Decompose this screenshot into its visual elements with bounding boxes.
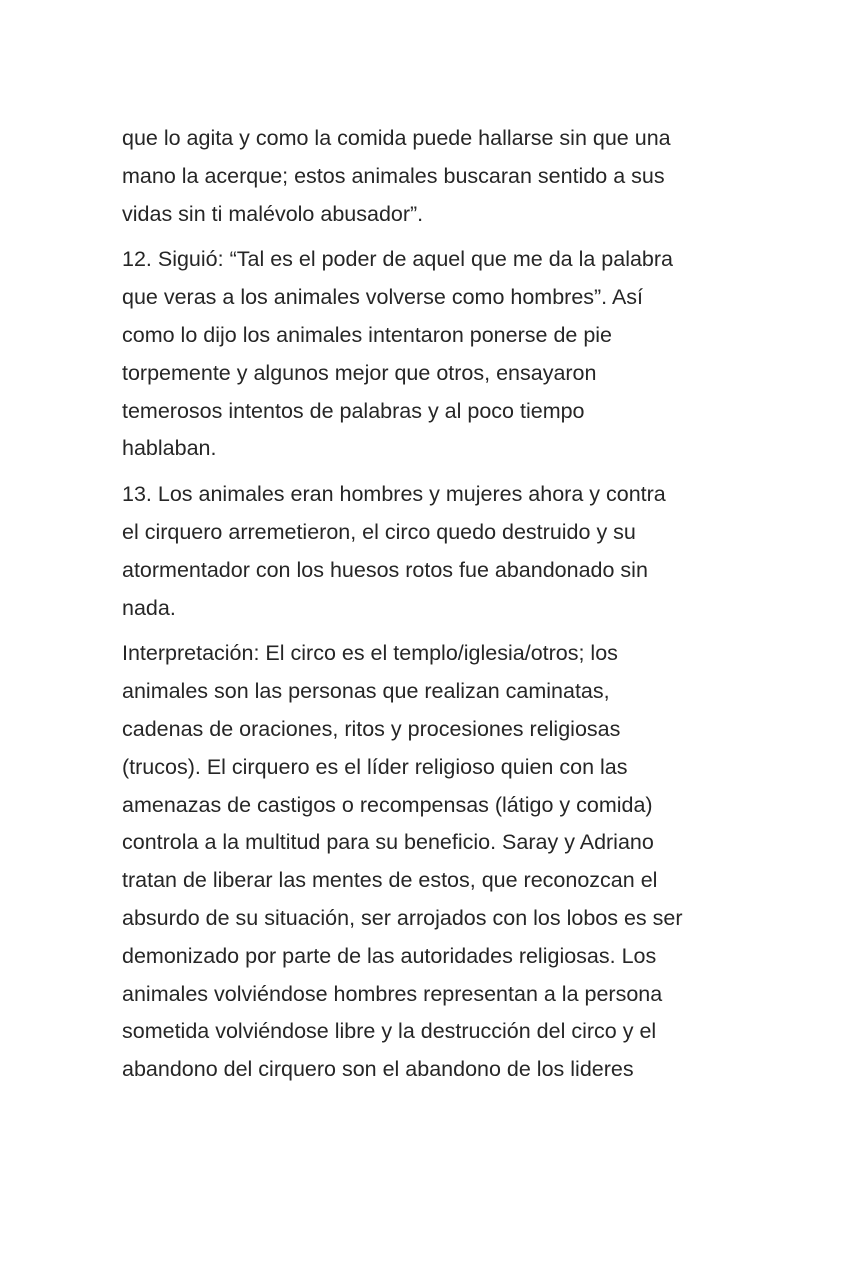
- paragraph-13: [122, 476, 734, 627]
- text-line: temerosos intentos de palabras y al poco tiempo: [122, 398, 585, 423]
- paragraph-interpretation: [122, 635, 734, 1089]
- text-line: 12. Siguió: “Tal es el poder de aquel que me da la palabra: [122, 247, 674, 272]
- text-line: mano la acerque; estos animales buscaran sentido a sus: [122, 163, 665, 188]
- text-line: 13. Los animales eran hombres y mujeres ahora y contra: [122, 482, 666, 507]
- text-line: nada.: [122, 595, 176, 620]
- text-line: que veras a los animales volverse como hombres”. Así: [122, 285, 644, 310]
- text-line: torpemente y algunos mejor que otros, ensayaron: [122, 360, 597, 385]
- text-line: (trucos). El cirquero es el líder religioso quien con las: [122, 754, 628, 779]
- text-line: cadenas de oraciones, ritos y procesiones religiosas: [122, 716, 621, 741]
- text-line: tratan de liberar las mentes de estos, que reconozcan el: [122, 868, 658, 893]
- text-line: animales son las personas que realizan caminatas,: [122, 679, 610, 704]
- text-line: controla a la multitud para su beneficio. Saray y Adriano: [122, 830, 654, 855]
- text-line: atormentador con los huesos rotos fue abandonado sin: [122, 557, 648, 582]
- text-line: hablaban.: [122, 436, 217, 461]
- text-line: demonizado por parte de las autoridades religiosas. Los: [122, 943, 657, 968]
- text-line: animales volviéndose hombres representan a la persona: [122, 981, 663, 1006]
- text-line: sometida volviéndose libre y la destrucción del circo y el: [122, 1019, 657, 1044]
- body-text: [122, 120, 734, 1097]
- text-line: como lo dijo los animales intentaron ponerse de pie: [122, 322, 613, 347]
- text-line: abandono del cirquero son el abandono de los lideres: [122, 1057, 634, 1082]
- text-line: vidas sin ti malévolo abusador”.: [122, 201, 424, 226]
- text-line: Interpretación: El circo es el templo/iglesia/otros; los: [122, 641, 618, 666]
- text-line: que lo agita y como la comida puede hallarse sin que una: [122, 126, 671, 150]
- text-line: amenazas de castigos o recompensas (látigo y comida): [122, 792, 653, 817]
- text-line: el cirquero arremetieron, el circo quedo destruido y su: [122, 519, 636, 544]
- paragraph-1: [122, 120, 734, 233]
- text-line: absurdo de su situación, ser arrojados con los lobos es ser: [122, 905, 683, 930]
- paragraph-12: [122, 241, 734, 468]
